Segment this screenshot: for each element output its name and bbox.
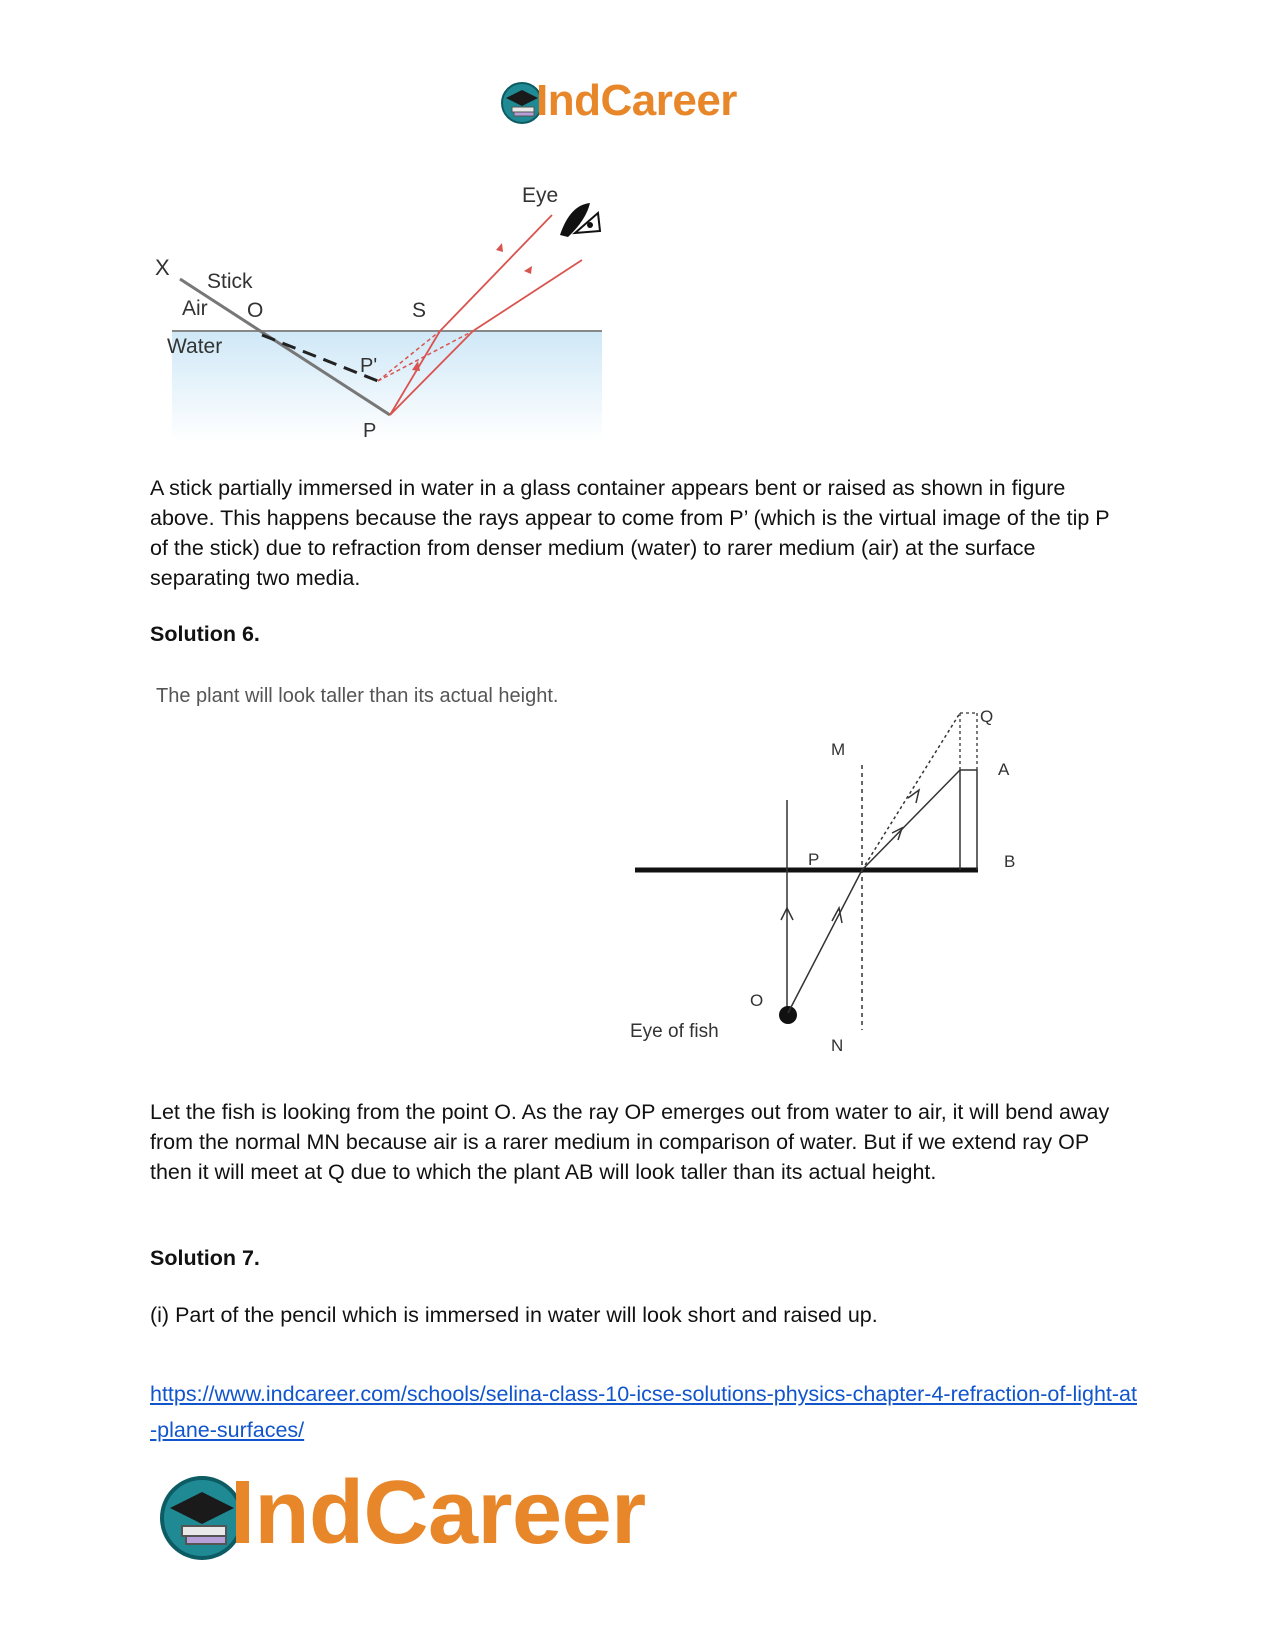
label-stick: Stick xyxy=(207,270,253,293)
label-p: P xyxy=(808,850,820,869)
label-o: O xyxy=(750,991,764,1010)
ray-1-air xyxy=(440,215,552,331)
solution-6-caption: The plant will look taller than its actual height. xyxy=(156,685,559,707)
eye-icon xyxy=(560,203,600,237)
solution-7-heading: Solution 7. xyxy=(150,1246,260,1270)
label-p-prime: P' xyxy=(360,355,378,377)
header-brand-text: IndCareer xyxy=(536,76,737,125)
ray-pa xyxy=(862,770,960,870)
label-b: B xyxy=(1004,852,1016,871)
ray-pq-arrow-icon xyxy=(908,790,919,803)
label-eye: Eye xyxy=(522,184,559,207)
label-p: P xyxy=(363,420,377,442)
paragraph-fish-explanation: Let the fish is looking from the point O. As the ray OP emerges out from water to air, it will bend away from the normal MN because air is a rarer medium in comparison of water. But if we extend ray OP then it will meet at Q due to which the plant AB will look taller than its actual height. xyxy=(150,1100,1110,1184)
header-logo xyxy=(500,78,770,128)
label-air: Air xyxy=(182,297,208,320)
ray-arrow-icon xyxy=(524,266,532,274)
label-s: S xyxy=(412,299,427,322)
label-q: Q xyxy=(980,707,994,726)
water-region xyxy=(172,331,602,441)
figure-fish-view xyxy=(630,695,1050,1065)
eye-of-fish-dot xyxy=(779,1006,797,1024)
label-a: A xyxy=(998,760,1010,779)
footer-brand-text: IndCareer xyxy=(230,1463,646,1563)
label-eye-of-fish: Eye of fish xyxy=(630,1021,719,1042)
label-x: X xyxy=(155,255,170,280)
source-link[interactable]: https://www.indcareer.com/schools/selina-class-10-icse-solutions-physics-chapter-4-refraction-of-light-at-plane-surfaces/ xyxy=(150,1382,1137,1442)
ray-arrow-icon xyxy=(496,243,503,252)
label-n: N xyxy=(831,1036,844,1055)
paragraph-stick-explanation: A stick partially immersed in water in a glass container appears bent or raised as shown in figure above. This happens because the rays appear to come from P’ (which is the virtual image of the tip P of the stick) due to refraction from denser medium (water) to rarer medium (air) at the surface separating two media. xyxy=(150,476,1110,590)
label-water: Water xyxy=(167,335,223,358)
label-o: O xyxy=(247,299,264,322)
figure-stick-in-water xyxy=(150,175,620,445)
footer-logo xyxy=(158,1463,698,1568)
solution-7-text: (i) Part of the pencil which is immersed in water will look short and raised up. xyxy=(150,1303,878,1327)
solution-6-heading: Solution 6. xyxy=(150,622,260,646)
ray-op xyxy=(788,870,862,1013)
ray-pq-extension xyxy=(862,713,960,870)
label-m: M xyxy=(831,740,846,759)
